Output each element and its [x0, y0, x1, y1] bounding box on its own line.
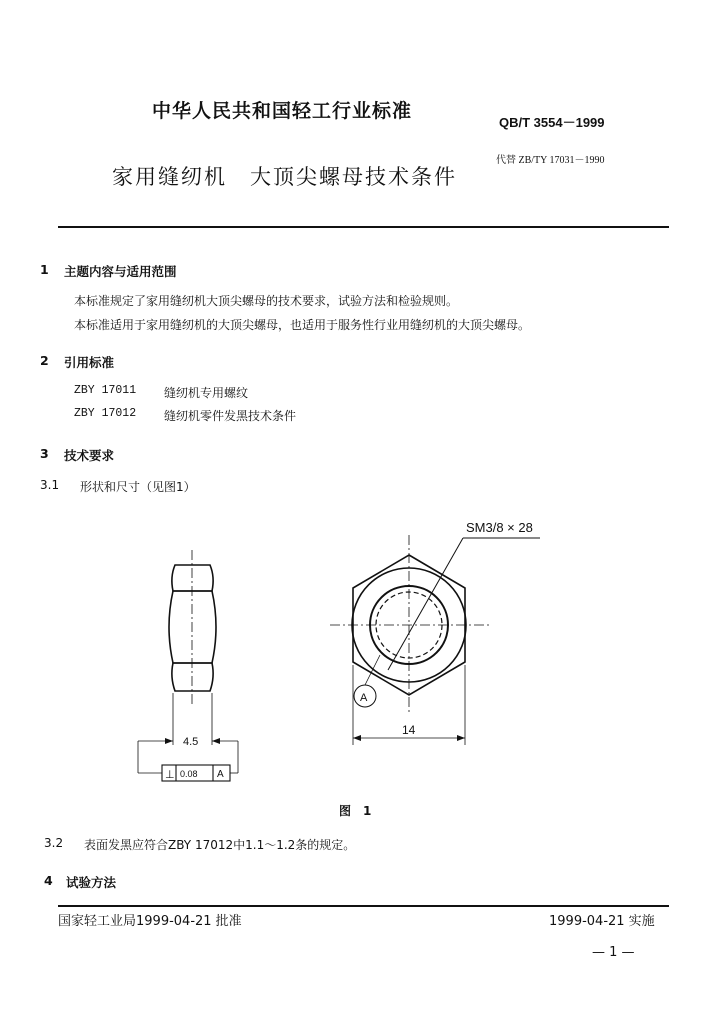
width-arrow-left	[353, 735, 361, 741]
section-2-heading: 引用标准	[64, 355, 115, 370]
subsection-3-1-text: 形状和尺寸（见图1）	[80, 480, 196, 494]
tolerance-datum: A	[217, 769, 224, 780]
replaces-note: 代替 ZB/TY 17031－1990	[496, 155, 605, 166]
thickness-dimension-label: 4.5	[183, 736, 199, 748]
nut-side-lower-chamfer	[172, 663, 213, 691]
nut-technical-drawing	[120, 505, 560, 795]
header-rule	[58, 226, 669, 228]
datum-label: A	[360, 692, 368, 704]
subsection-3-1-number: 3.1	[40, 478, 60, 492]
subsection-3-2-text: 表面发黑应符合ZBY 17012中1.1～1.2条的规定。	[84, 838, 356, 852]
thread-spec-label: SM3/8 × 28	[466, 520, 533, 535]
section-1-heading: 主题内容与适用范围	[64, 264, 177, 279]
reference-name-1: 缝纫机专用螺纹	[164, 386, 249, 400]
reference-name-2: 缝纫机零件发黑技术条件	[164, 409, 297, 423]
section-4-number: 4	[44, 873, 53, 888]
section-1-paragraph-2: 本标准适用于家用缝纫机的大顶尖螺母，也适用于服务性行业用缝纫机的大顶尖螺母。	[74, 318, 531, 332]
width-dimension-label: 14	[402, 723, 416, 737]
page-number: — 1 —	[592, 945, 635, 960]
footer-rule	[58, 905, 669, 907]
approval-statement: 国家轻工业局1999-04-21 批准	[58, 914, 242, 929]
width-arrow-right	[457, 735, 465, 741]
section-2-number: 2	[40, 353, 49, 368]
section-1-number: 1	[40, 262, 49, 277]
section-3-heading: 技术要求	[64, 448, 115, 463]
reference-code-2: ZBY 17012	[74, 407, 137, 420]
section-4-heading: 试验方法	[66, 875, 117, 890]
nut-side-upper-chamfer	[172, 565, 213, 591]
thread-leader-line	[388, 538, 463, 670]
nut-side-middle-face	[169, 591, 216, 663]
tolerance-value: 0.08	[180, 769, 198, 779]
thickness-arrow-right	[212, 738, 220, 744]
thickness-arrow-left	[165, 738, 173, 744]
perpendicularity-symbol: ⊥	[165, 769, 175, 781]
standard-number: QB/T 3554－1999	[499, 115, 605, 130]
implementation-date: 1999-04-21 实施	[549, 914, 655, 929]
figure-caption: 图 1	[339, 804, 372, 818]
subsection-3-2-number: 3.2	[44, 836, 64, 850]
document-title: 家用缝纫机 大顶尖螺母技术条件	[112, 165, 457, 189]
industry-standard-heading: 中华人民共和国轻工行业标准	[152, 100, 413, 122]
reference-code-1: ZBY 17011	[74, 384, 137, 397]
section-1-paragraph-1: 本标准规定了家用缝纫机大顶尖螺母的技术要求，试验方法和检验规则。	[74, 294, 459, 308]
section-3-number: 3	[40, 446, 49, 461]
